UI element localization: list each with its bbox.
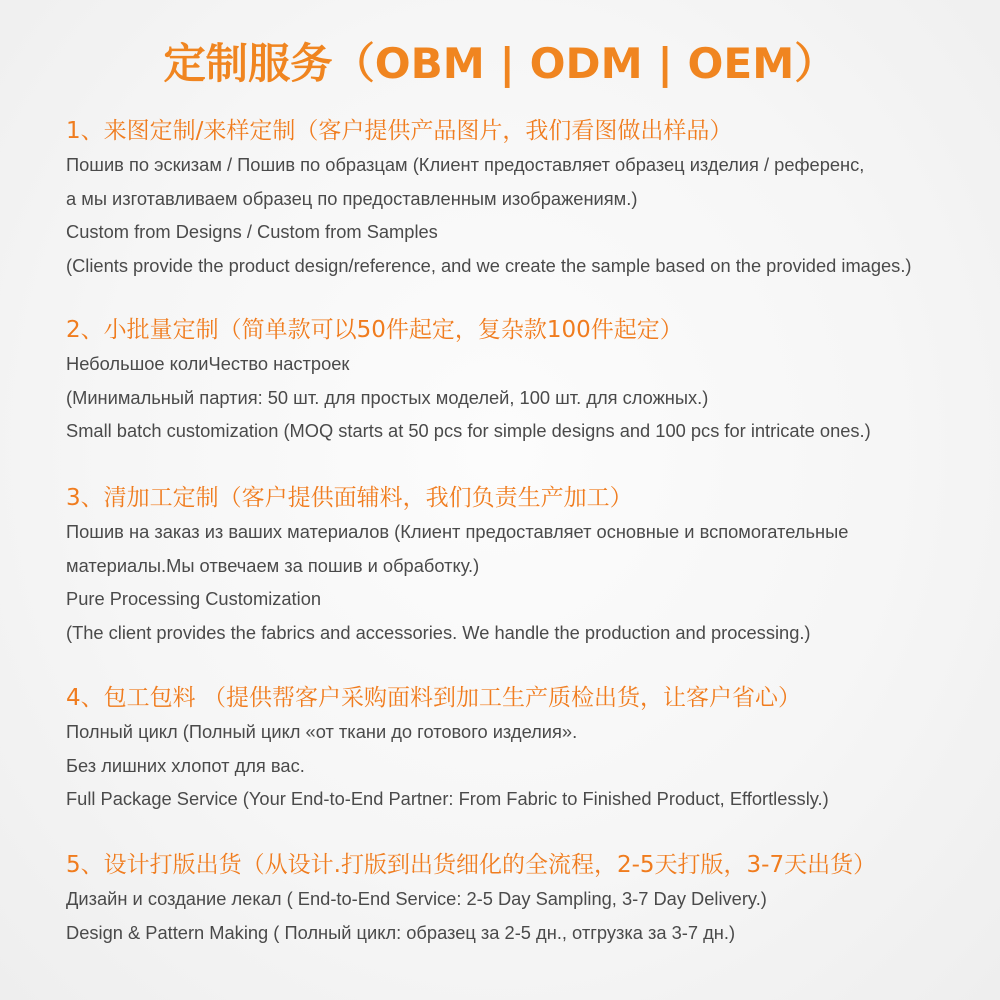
- page-title: 定制服务（OBM | ODM | OEM）: [163, 39, 837, 88]
- section-line: а мы изготавливаем образец по предоставленным изображениям.): [66, 187, 638, 209]
- section-line: Small batch customization (MOQ starts at 50 pcs for simple designs and 100 pcs for intricate ones.): [66, 420, 871, 441]
- section-heading: 3、清加工定制（客户提供面辅料，我们负责生产加工）: [66, 485, 633, 511]
- service-section-design-pattern: [66, 848, 986, 949]
- section-line: Дизайн и создание лекал ( End-to-End Service: 2-5 Day Sampling, 3-7 Day Delivery.): [66, 888, 767, 909]
- section-heading: 4、包工包料 （提供帮客户采购面料到加工生产质检出货，让客户省心）: [66, 685, 801, 711]
- section-heading: 2、小批量定制（简单款可以50件起定，复杂款100件起定）: [66, 317, 683, 343]
- section-line: Пошив на заказ из ваших материалов (Клиент предоставляет основные и вспомогательные: [66, 521, 849, 542]
- section-line: (The client provides the fabrics and accessories. We handle the production and processing.): [66, 621, 811, 643]
- section-line: материалы.Мы отвечаем за пошив и обработку.): [66, 554, 480, 576]
- service-section-custom-from-designs: [66, 114, 986, 282]
- section-line: Custom from Designs / Custom from Samples: [66, 221, 438, 242]
- service-section-pure-processing: [66, 481, 986, 649]
- section-heading: 5、设计打版出货（从设计.打版到出货细化的全流程，2-5天打版，3-7天出货）: [66, 852, 877, 878]
- section-line: (Минимальный партия: 50 шт. для простых моделей, 100 шт. для сложных.): [66, 386, 709, 408]
- section-line: (Clients provide the product design/reference, and we create the sample based on the provided images.): [66, 254, 912, 276]
- section-line: Полный цикл (Полный цикл «от ткани до готового изделия».: [66, 721, 578, 742]
- section-heading: 1、来图定制/来样定制（客户提供产品图片，我们看图做出样品）: [66, 118, 733, 144]
- section-line: Design & Pattern Making ( Полный цикл: образец за 2-5 дн., отгрузка за 3-7 дн.): [66, 921, 736, 943]
- section-line: Full Package Service (Your End-to-End Partner: From Fabric to Finished Product, Effortlessly.): [66, 788, 829, 809]
- section-line: Пошив по эскизам / Пошив по образцам (Клиент предоставляет образец изделия / референс,: [66, 154, 865, 175]
- section-line: Без лишних хлопот для вас.: [66, 754, 305, 776]
- service-section-small-batch: [66, 313, 986, 448]
- section-line: Pure Processing Customization: [66, 588, 322, 609]
- service-section-full-package: [66, 681, 986, 816]
- section-line: Небольшое колиЧество настроек: [66, 353, 350, 374]
